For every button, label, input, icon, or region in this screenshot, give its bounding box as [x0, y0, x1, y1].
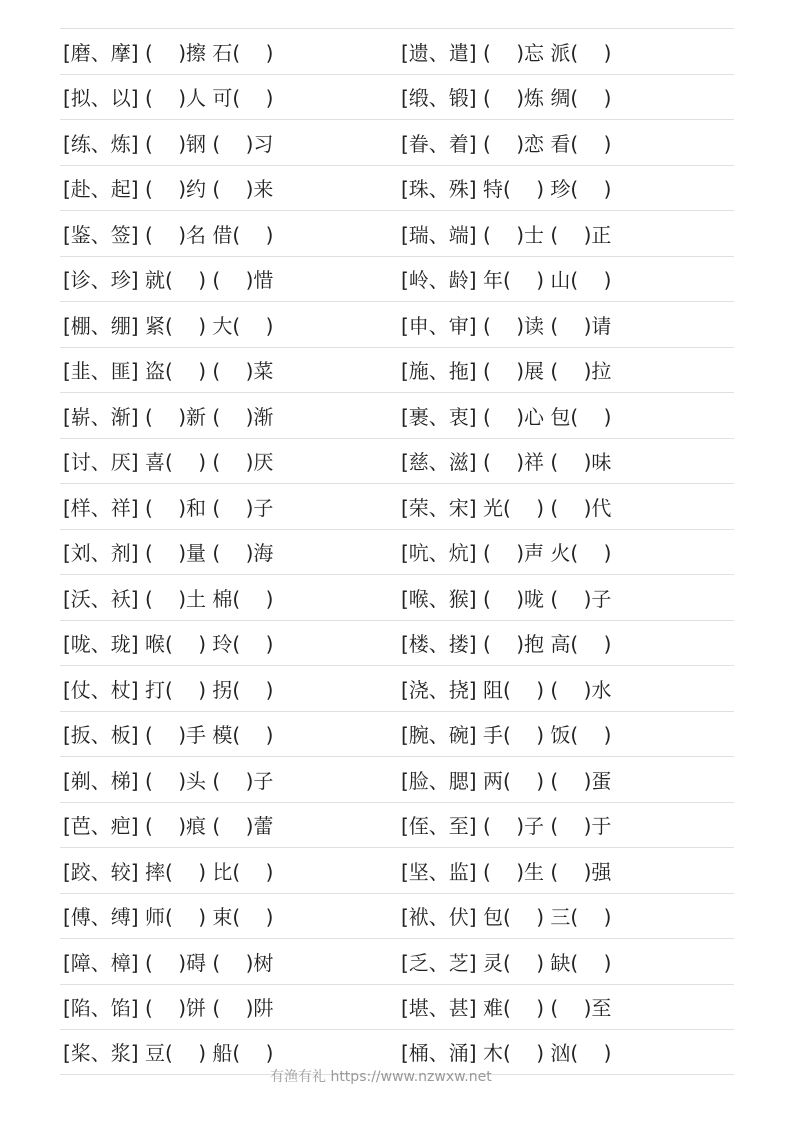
exercise-left: [诊、珍] 就( ) ( )惜 — [63, 268, 274, 293]
exercise-row — [60, 210, 734, 256]
exercise-row — [60, 847, 734, 893]
exercise-left: [样、祥] ( )和 ( )子 — [63, 495, 274, 520]
exercise-left: [跤、较] 摔( ) 比( ) — [63, 859, 274, 884]
exercise-right: [桶、涌] 木( ) 汹( ) — [401, 1041, 612, 1066]
exercise-row — [60, 711, 734, 757]
exercise-right: [腕、碗] 手( ) 饭( ) — [401, 723, 612, 748]
exercise-left: [崭、渐] ( )新 ( )渐 — [63, 404, 274, 429]
exercise-left: [磨、摩] ( )擦 石( ) — [63, 40, 274, 65]
exercise-left: [陷、馅] ( )饼 ( )阱 — [63, 996, 274, 1021]
exercise-left: [扳、板] ( )手 模( ) — [63, 723, 274, 748]
exercise-row — [60, 301, 734, 347]
exercise-left: [障、樟] ( )碍 ( )树 — [63, 950, 274, 975]
exercise-right: [堪、甚] 难( ) ( )至 — [401, 996, 612, 1021]
exercise-right: [侄、至] ( )子 ( )于 — [401, 814, 612, 839]
exercise-right: [坚、监] ( )生 ( )强 — [401, 859, 612, 884]
exercise-left: [韭、匪] 盗( ) ( )菜 — [63, 359, 274, 384]
exercise-left: [仗、杖] 打( ) 拐( ) — [63, 677, 274, 702]
exercise-right: [瑞、端] ( )士 ( )正 — [401, 222, 612, 247]
exercise-left: [傅、缚] 师( ) 束( ) — [63, 905, 274, 930]
exercise-left: [讨、厌] 喜( ) ( )厌 — [63, 450, 274, 475]
exercise-right: [浇、挠] 阻( ) ( )水 — [401, 677, 612, 702]
exercise-right: [裹、衷] ( )心 包( ) — [401, 404, 612, 429]
exercise-left: [咙、珑] 喉( ) 玲( ) — [63, 632, 274, 657]
exercise-left: [赴、起] ( )约 ( )来 — [63, 177, 274, 202]
exercise-row — [60, 574, 734, 620]
exercise-row — [60, 665, 734, 711]
exercise-row — [60, 893, 734, 939]
exercise-row — [60, 119, 734, 165]
exercise-row — [60, 28, 734, 74]
exercise-row — [60, 392, 734, 438]
exercise-row — [60, 74, 734, 120]
exercise-row — [60, 802, 734, 848]
watermark: 有渔有礼 https://www.nzwxw.net — [270, 1069, 492, 1085]
exercise-right: [珠、殊] 特( ) 珍( ) — [401, 177, 612, 202]
exercise-right: [楼、搂] ( )抱 高( ) — [401, 632, 612, 657]
exercise-left: [桨、浆] 豆( ) 船( ) — [63, 1041, 274, 1066]
exercise-row — [60, 165, 734, 211]
exercise-left: [拟、以] ( )人 可( ) — [63, 86, 274, 111]
exercise-right: [缎、锻] ( )炼 绸( ) — [401, 86, 612, 111]
exercise-left: [练、炼] ( )钢 ( )习 — [63, 131, 274, 156]
exercise-row — [60, 438, 734, 484]
exercise-right: [脸、腮] 两( ) ( )蛋 — [401, 768, 612, 793]
exercise-right: [眷、着] ( )恋 看( ) — [401, 131, 612, 156]
worksheet — [60, 28, 734, 1075]
exercise-row — [60, 256, 734, 302]
exercise-left: [棚、绷] 紧( ) 大( ) — [63, 313, 274, 338]
exercise-right: [乏、芝] 灵( ) 缺( ) — [401, 950, 612, 975]
exercise-left: [芭、疤] ( )痕 ( )蕾 — [63, 814, 274, 839]
exercise-row — [60, 347, 734, 393]
exercise-right: [吭、炕] ( )声 火( ) — [401, 541, 612, 566]
exercise-right: [遗、遣] ( )忘 派( ) — [401, 40, 612, 65]
exercise-right: [荣、宋] 光( ) ( )代 — [401, 495, 612, 520]
exercise-left: [鉴、签] ( )名 借( ) — [63, 222, 274, 247]
exercise-row — [60, 756, 734, 802]
exercise-row — [60, 620, 734, 666]
exercise-row — [60, 938, 734, 984]
exercise-row — [60, 984, 734, 1030]
exercise-right: [喉、猴] ( )咙 ( )子 — [401, 586, 612, 611]
exercise-right: [慈、滋] ( )祥 ( )味 — [401, 450, 612, 475]
exercise-right: [施、拖] ( )展 ( )拉 — [401, 359, 612, 384]
exercise-left: [剃、梯] ( )头 ( )子 — [63, 768, 274, 793]
exercise-right: [申、审] ( )读 ( )请 — [401, 313, 612, 338]
exercise-row — [60, 529, 734, 575]
exercise-right: [岭、龄] 年( ) 山( ) — [401, 268, 612, 293]
exercise-right: [袱、伏] 包( ) 三( ) — [401, 905, 612, 930]
exercise-left: [刘、剂] ( )量 ( )海 — [63, 541, 274, 566]
exercise-row — [60, 483, 734, 529]
exercise-left: [沃、袄] ( )土 棉( ) — [63, 586, 274, 611]
